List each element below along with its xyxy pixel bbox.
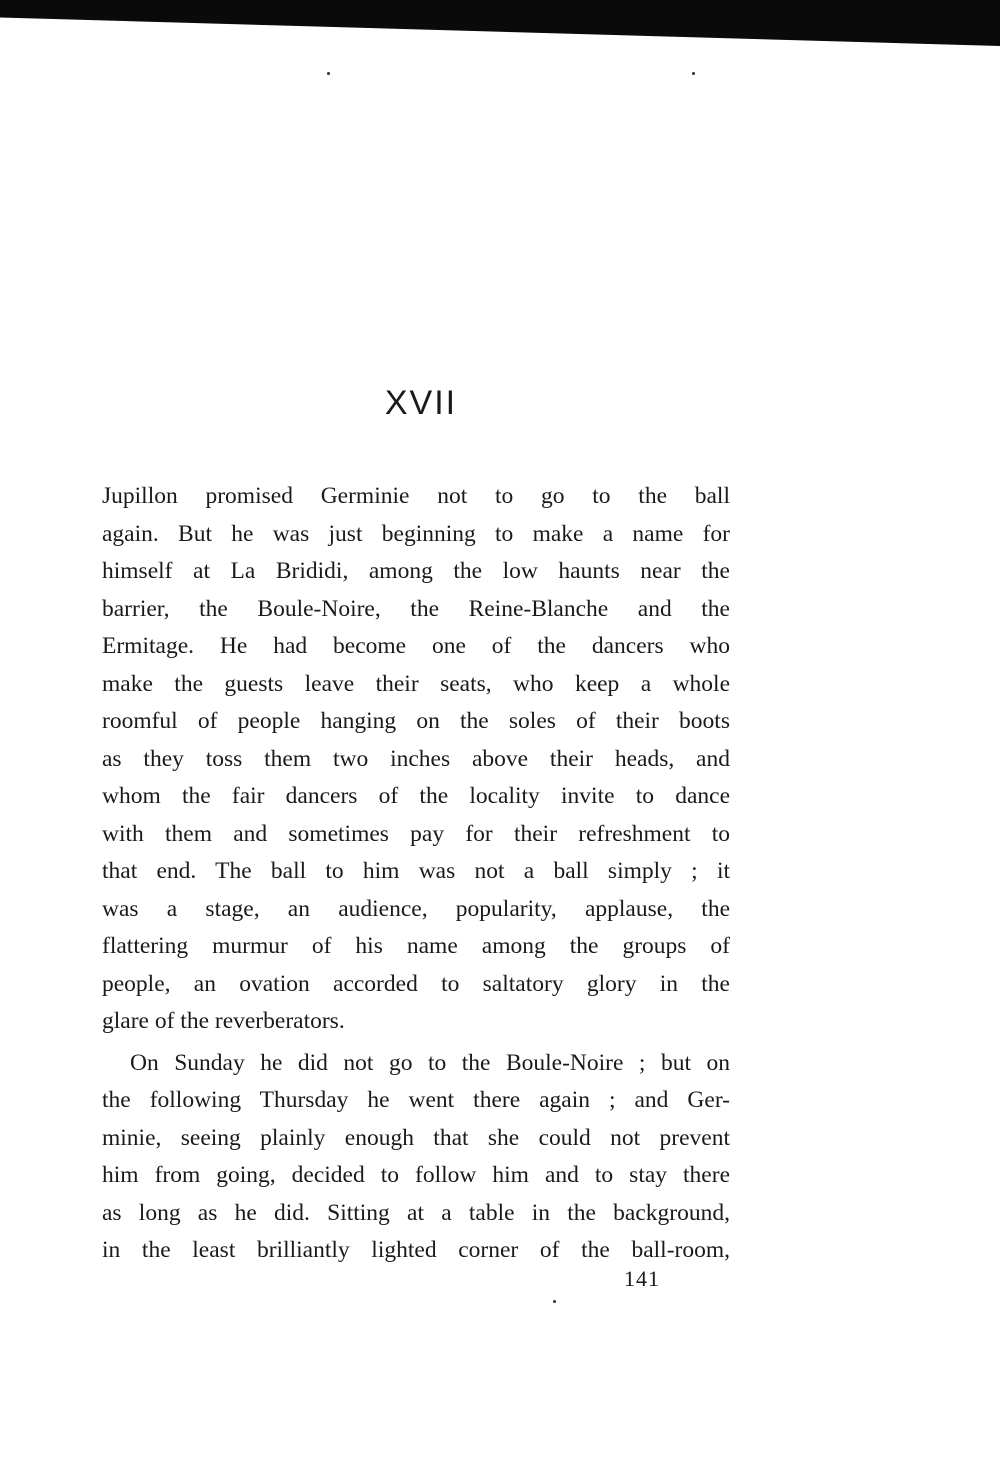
scan-top-edge (0, 0, 1000, 46)
body-text (102, 478, 730, 1270)
paragraph (102, 478, 730, 1041)
scan-speck (553, 1300, 556, 1303)
text-line: again. But he was just beginning to make a name for (102, 520, 730, 547)
text-line: was a stage, an audience, popularity, applause, the (102, 895, 730, 922)
text-line: as long as he did. Sitting at a table in the background, (102, 1199, 730, 1226)
text-line: flattering murmur of his name among the groups of (102, 933, 730, 959)
scan-speck (327, 72, 330, 75)
text-line: minie, seeing plainly enough that she could not prevent (102, 1124, 730, 1151)
text-line: Jupillon promised Germinie not to go to the ball (102, 483, 730, 509)
text-line: as they toss them two inches above their heads, and (102, 745, 730, 772)
text-line: Ermitage. He had become one of the dancers who (102, 633, 730, 659)
text-line: barrier, the Boule-Noire, the Reine-Blanche and the (102, 595, 730, 622)
scan-speck (692, 72, 695, 75)
text-line: On Sunday he did not go to the Boule-Noire ; but on (130, 1049, 730, 1076)
text-line: the following Thursday he went there again ; and Ger- (102, 1087, 730, 1113)
text-line: roomful of people hanging on the soles of their boots (102, 708, 730, 734)
text-line: glare of the reverberators. (102, 1008, 345, 1034)
text-line: with them and sometimes pay for their refreshment to (102, 820, 730, 847)
paragraph (102, 1045, 730, 1270)
text-line: him from going, decided to follow him and to stay there (102, 1162, 730, 1188)
page-number: 141 (624, 1266, 660, 1291)
text-line: himself at La Brididi, among the low haunts near the (102, 558, 730, 584)
text-line: that end. The ball to him was not a ball simply ; it (102, 858, 730, 884)
chapter-heading: XVII (384, 384, 458, 422)
text-line: make the guests leave their seats, who keep a whole (102, 670, 730, 697)
text-line: in the least brilliantly lighted corner of the ball-room, (102, 1237, 730, 1263)
text-line: people, an ovation accorded to saltatory glory in the (102, 970, 730, 997)
text-line: whom the fair dancers of the locality invite to dance (102, 783, 730, 809)
